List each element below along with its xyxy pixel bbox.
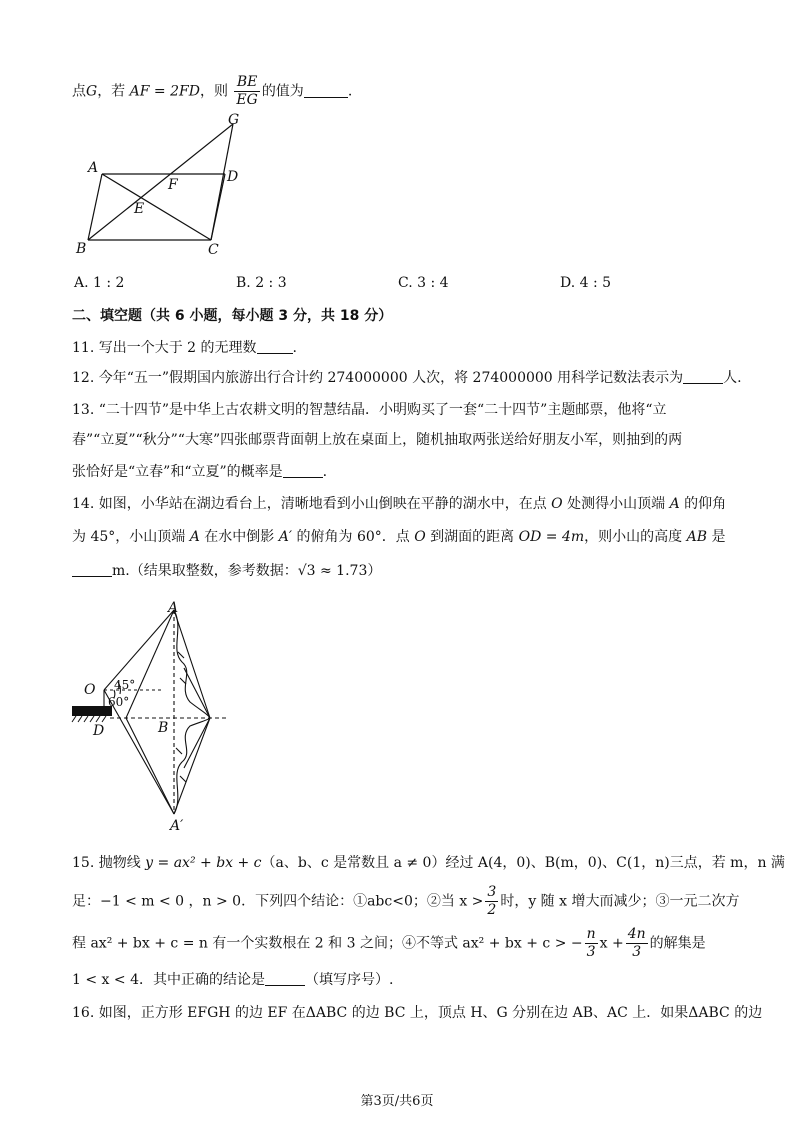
choice-b[interactable]: B. 2 : 3 [236,275,287,291]
label-d: D [93,723,105,739]
question-13-line2: 春”“立夏”“秋分”“大寒”四张邮票背面朝上放在桌面上，随机抽取两张送给好朋友小军，则抽到的两 [72,432,683,448]
section-title: 二、填空题（共 6 小题，每小题 3 分，共 18 分） [72,308,393,324]
question-15-line4: 1 < x < 4．其中正确的结论是 （填写序号）. [72,972,394,988]
question-14-line2: 为 45°，小山顶端 A 在水中倒影 A′ 的俯角为 60°．点 O 到湖面的距离 OD = 4m，则小山的高度 AB 是 [72,529,726,545]
figure-parallelogram [70,110,260,260]
choice-d[interactable]: D. 4 : 5 [560,275,612,291]
choice-a[interactable]: A. 1 : 2 [74,275,125,291]
q10-line: 点G，若 AF = 2FD，则 $\frac{BE}{EG}$ 的值为 . [72,74,353,108]
question-12: 12. 今年“五一”假期国内旅游出行合计约 274000000 人次，将 274000000 用科学记数法表示为 人. [72,370,742,386]
label-e: E [134,201,145,217]
question-15-line1: 15. 抛物线 y = ax² + bx + c（a、b、c 是常数且 a ≠ 0）经过 A(4，0)、B(m，0)、C(1，n)三点，若 m，n 满 [72,855,785,871]
label-d: D [227,169,239,185]
question-15-line3: 程 ax² + bx + c = n 有一个实数根在 2 和 3 之间；④不等式 ax² + bx + c > − $\frac{n}{3}$ x + $\frac{4n}{3}$ 的解集是 [72,926,706,960]
fraction-n-3: $\frac{n}{3}$ [586,926,596,960]
angle-45: 45° [114,678,136,692]
question-13-line1: 13. “二十四节”是中华上古农耕文明的智慧结晶．小明购买了一套“二十四节”主题邮票，他将“立 [72,402,667,418]
question-13-line3: 张恰好是“立春”和“立夏”的概率是 . [72,464,328,480]
answer-blank[interactable] [72,562,112,577]
label-b: B [76,241,87,257]
answer-blank[interactable] [265,971,305,986]
question-16-line1: 16. 如图，正方形 EFGH 的边 EF 在ΔABC 的边 BC 上，顶点 H、G 分别在边 AB、AC 上．如果ΔABC 的边 [72,1005,763,1021]
page-footer: 第3页/共6页 [360,1094,434,1109]
choice-c[interactable]: C. 3 : 4 [398,275,449,291]
fraction-4n-3: $\frac{4n}{3}$ [627,926,646,960]
label-f: F [168,177,178,193]
question-14-line1: 14. 如图，小华站在湖边看台上，清晰地看到小山倒映在平静的湖水中，在点 O 处测得小山顶端 A 的仰角 [72,496,727,512]
question-15-line2: 足：−1 < m < 0 ，n > 0．下列四个结论：①abc<0；②当 x > $\frac{3}{2}$ 时，y 随 x 增大而减少；③一元二次方 [72,884,740,918]
answer-blank[interactable] [283,463,323,478]
figure-mountain-reflection [66,598,236,834]
label-a: A [168,600,179,616]
question-14-line3: m.（结果取整数，参考数据：√3 ≈ 1.73） [72,561,381,581]
answer-blank[interactable] [304,83,348,98]
answer-blank[interactable] [683,369,723,384]
label-a-prime: A′ [170,818,184,834]
question-11: 11. 写出一个大于 2 的无理数 . [72,340,297,356]
label-g: G [228,112,240,128]
label-a: A [88,160,99,176]
angle-60: 60° [108,695,130,709]
label-b: B [158,720,169,736]
label-c: C [208,242,219,258]
ratio-fraction: $\frac{BE}{EG}$ [236,74,258,108]
label-o: O [84,682,96,698]
answer-blank[interactable] [257,339,293,354]
fraction-3-2: $\frac{3}{2}$ [487,884,497,918]
